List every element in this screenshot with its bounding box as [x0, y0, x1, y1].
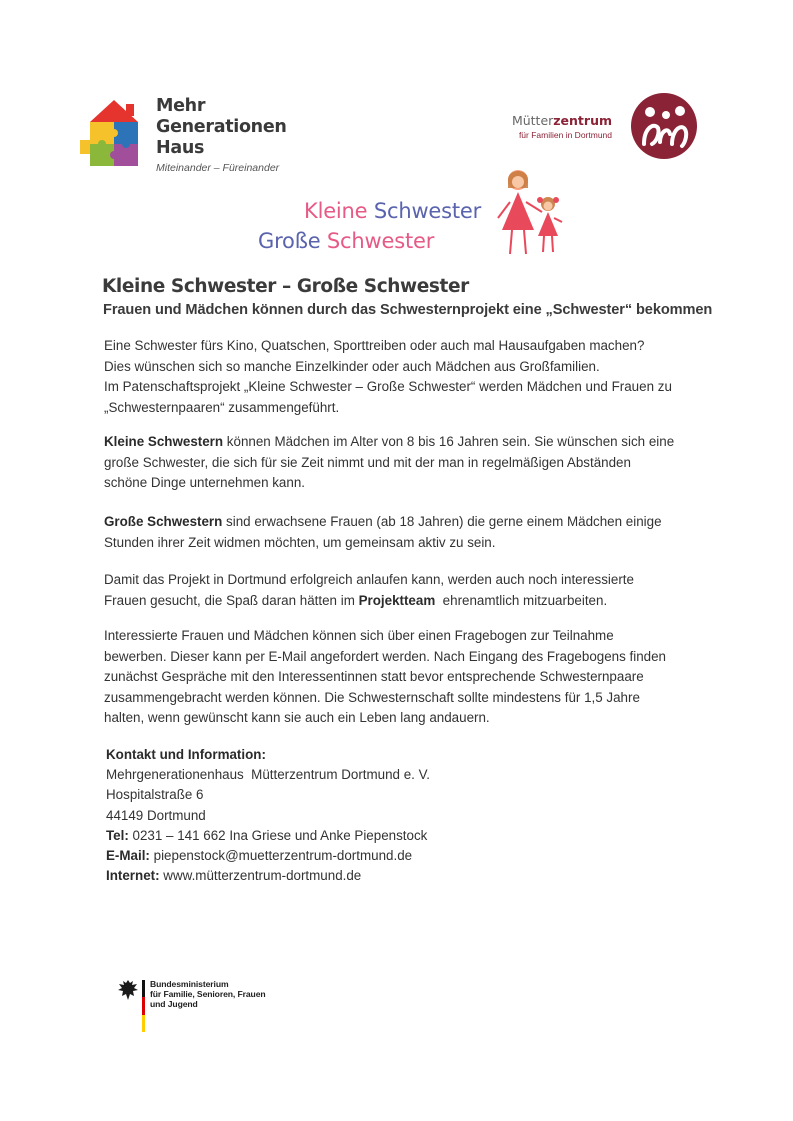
- mgh-wordmark: [156, 96, 336, 174]
- page-title: Kleine Schwester – Große Schwester: [102, 276, 469, 297]
- paragraph-bewerbung: [104, 626, 694, 729]
- bold-term: Große Schwestern: [104, 514, 223, 529]
- banner-line-2-a: Große: [258, 229, 327, 253]
- contact-heading-text: Kontakt und Information:: [106, 747, 266, 762]
- banner-line-1-b: Schwester: [373, 199, 482, 223]
- banner-line-1: [304, 199, 481, 223]
- mgh-line-2: Generationen: [156, 117, 287, 137]
- paragraph-line: [104, 512, 694, 533]
- contact-phone: [106, 826, 696, 846]
- paragraph-text: können Mädchen im Alter von 8 bis 16 Jahren sein. Sie wünschen sich eine: [223, 434, 675, 449]
- contact-heading: [106, 745, 696, 765]
- paragraph-line: halten, wenn gewünscht kann sie auch ein Leben lang andauern.: [104, 710, 490, 725]
- contact-website: [106, 866, 696, 886]
- ministry-name: [150, 979, 266, 1009]
- banner-line-2-b: Schwester: [326, 229, 435, 253]
- paragraph-line: bewerben. Dieser kann per E-Mail angefordert werden. Nach Eingang des Fragebogens finden: [104, 648, 667, 664]
- banner-line-2: [258, 229, 434, 253]
- paragraph-text: ehrenamtlich mitzuarbeiten.: [435, 592, 608, 608]
- mgh-line-3: Haus: [156, 138, 205, 158]
- page-subtitle: Frauen und Mädchen können durch das Schwesternprojekt eine „Schwester“ bekommen: [103, 302, 713, 318]
- paragraph-line: große Schwester, die sich für sie Zeit nimmt und mit der man in regelmäßigen Abständen: [104, 454, 631, 470]
- contact-block: [106, 745, 696, 886]
- paragraph-line: schöne Dinge unternehmen kann.: [104, 475, 305, 490]
- mz-name-suffix: zentrum: [553, 113, 612, 128]
- mehrgenerationenhaus-logo-icon: [78, 96, 148, 168]
- website-value: www.mütterzentrum-dortmund.de: [159, 868, 362, 884]
- ministry-line-2: für Familie, Senioren, Frauen: [150, 989, 266, 999]
- paragraph-line: Dies wünschen sich so manche Einzelkinder oder auch Mädchen aus Großfamilien.: [104, 358, 600, 374]
- phone-value: 0231 – 141 662 Ina Griese und Anke Piepenstock: [128, 827, 428, 843]
- email-label: E-Mail:: [106, 848, 150, 864]
- paragraph-projektteam: [104, 570, 694, 611]
- muetterzentrum-logo-icon: [630, 92, 698, 160]
- website-label: Internet:: [106, 868, 160, 884]
- email-value: piepenstock@muetterzentrum-dortmund.de: [149, 848, 413, 864]
- contact-email: [106, 846, 696, 866]
- paragraph-line: Interessierte Frauen und Mädchen können sich über einen Fragebogen zur Teilnahme: [104, 628, 614, 643]
- ministry-line-1: Bundesministerium: [150, 979, 229, 989]
- paragraph-text: sind erwachsene Frauen (ab 18 Jahren) die gerne einem Mädchen einige: [222, 514, 662, 529]
- phone-label: Tel:: [106, 827, 129, 843]
- german-flag-bar-icon: [142, 980, 145, 1032]
- mgh-tagline: Miteinander – Füreinander: [156, 162, 280, 174]
- paragraph-line: zunächst Gespräche mit den Interessentinnen statt bevor entsprechende Schwesternpaare: [104, 669, 644, 684]
- mgh-line-1: Mehr: [156, 96, 206, 116]
- paragraph-line: Damit das Projekt in Dortmund erfolgreich anlaufen kann, werden auch noch interessierte: [104, 572, 634, 587]
- paragraph-line: [104, 591, 694, 612]
- bold-term: Kleine Schwestern: [104, 434, 224, 449]
- paragraph-grosse-schwestern: [104, 512, 694, 553]
- paragraph-line: zusammengebracht werden können. Die Schwesternschaft sollte mindestens für 1,5 Jahre: [104, 689, 640, 705]
- contact-org: Mehrgenerationenhaus Mütterzentrum Dortmund e. V.: [106, 767, 431, 783]
- paragraph-line: [104, 432, 694, 453]
- contact-city: 44149 Dortmund: [106, 807, 206, 823]
- muetterzentrum-wordmark: [470, 113, 612, 140]
- ministry-line-3: und Jugend: [150, 999, 198, 1009]
- paragraph-line: Eine Schwester fürs Kino, Quatschen, Sporttreiben oder auch mal Hausaufgaben machen?: [104, 338, 645, 353]
- paragraph-kleine-schwestern: [104, 432, 694, 494]
- bold-term: Projektteam: [358, 592, 436, 608]
- paragraph-line: Stunden ihrer Zeit widmen möchten, um gemeinsam aktiv zu sein.: [104, 534, 496, 550]
- mz-subtitle: für Familien in Dortmund: [518, 130, 612, 140]
- mz-name-prefix: Mütter: [511, 113, 554, 128]
- paragraph-intro: [104, 336, 694, 418]
- paragraph-line: „Schwesternpaaren“ zusammengeführt.: [104, 399, 340, 415]
- paragraph-text: Frauen gesucht, die Spaß daran hätten im: [104, 592, 359, 608]
- mz-name: [470, 113, 612, 128]
- banner-line-1-a: Kleine: [304, 199, 374, 223]
- federal-eagle-icon: [117, 978, 139, 1002]
- paragraph-line: Im Patenschaftsprojekt „Kleine Schwester – Große Schwester“ werden Mädchen und Frauen zu: [104, 379, 672, 394]
- two-girls-illustration-icon: [496, 166, 564, 258]
- contact-street: Hospitalstraße 6: [106, 787, 204, 803]
